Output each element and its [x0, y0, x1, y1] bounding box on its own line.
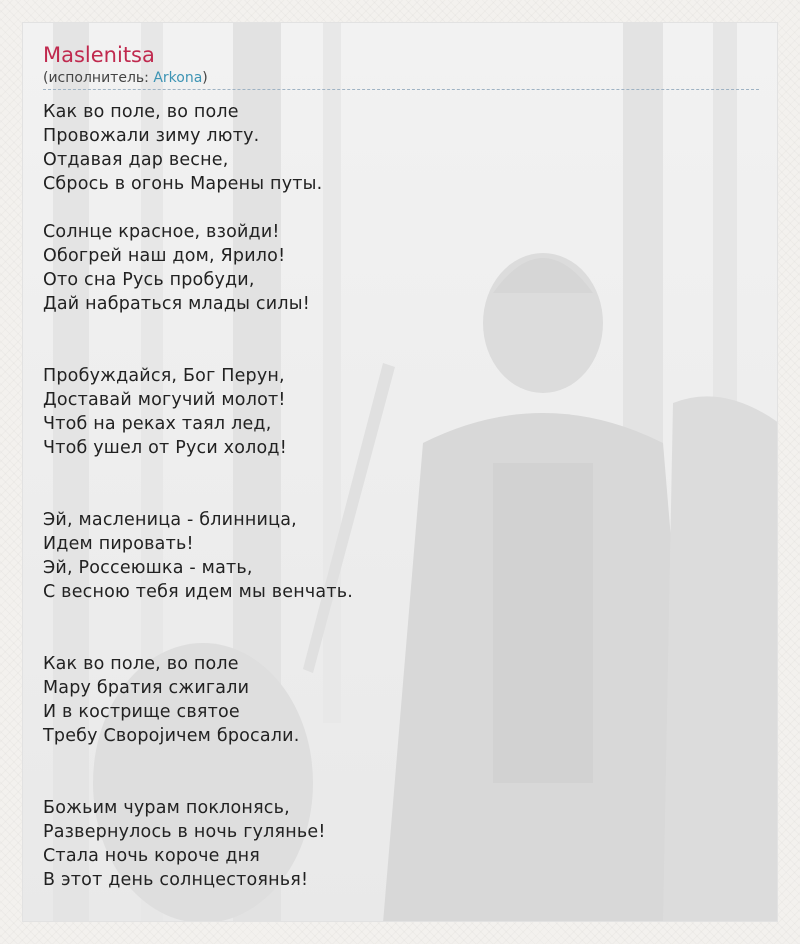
stanza-3: [43, 364, 759, 460]
lyric-line: Ото сна Русь пробуди,: [43, 270, 255, 290]
lyric-line: Как во поле, во поле: [43, 102, 239, 122]
stanza-5: [43, 652, 759, 748]
lyrics-body: [43, 100, 759, 892]
lyric-line: И в кострище святое: [43, 702, 240, 722]
lyric-line: Эй, масленица - блинница,: [43, 510, 297, 530]
lyric-line: Провожали зиму люту.: [43, 126, 260, 146]
performer-link[interactable]: Arkona: [153, 70, 203, 86]
song-content: [43, 41, 759, 892]
lyric-line: Обогрей наш дом, Ярило!: [43, 246, 286, 266]
stanza-6: [43, 796, 759, 892]
lyric-line: С весною тебя идем мы венчать.: [43, 582, 354, 602]
lyric-line: Доставай могучий молот!: [43, 390, 286, 410]
lyric-line: Развернулось в ночь гулянье!: [43, 822, 326, 842]
lyric-line: Солнце красное, взойди!: [43, 222, 280, 242]
lyric-line: Чтоб ушел от Руси холод!: [43, 438, 287, 458]
stanza-1: [43, 100, 759, 196]
lyrics-card: [22, 22, 778, 922]
performer-prefix: (исполнитель:: [43, 70, 154, 86]
lyric-line: Отдавая дар весне,: [43, 150, 229, 170]
lyric-line: Стала ночь короче дня: [43, 846, 261, 866]
lyric-line: Пробуждайся, Бог Перун,: [43, 366, 285, 386]
lyric-line: В этот день солнцестоянья!: [43, 870, 309, 890]
performer-suffix: ): [202, 70, 208, 86]
lyric-line: Эй, Россеюшка - мать,: [43, 558, 253, 578]
lyric-line: Мару братия сжигали: [43, 678, 250, 698]
performer-line: [43, 69, 759, 90]
lyric-line: Требу Своројичем бросали.: [43, 726, 300, 746]
lyric-line: Идем пировать!: [43, 534, 194, 554]
lyric-line: Божьим чурам поклонясь,: [43, 798, 290, 818]
lyric-line: Как во поле, во поле: [43, 654, 239, 674]
song-title: Maslenitsa: [43, 43, 155, 67]
lyric-line: Чтоб на реках таял лед,: [43, 414, 272, 434]
stanza-2: [43, 220, 759, 316]
lyric-line: Дай набраться млады силы!: [43, 294, 310, 314]
stanza-4: [43, 508, 759, 604]
lyric-line: Сбрось в огонь Марены путы.: [43, 174, 323, 194]
